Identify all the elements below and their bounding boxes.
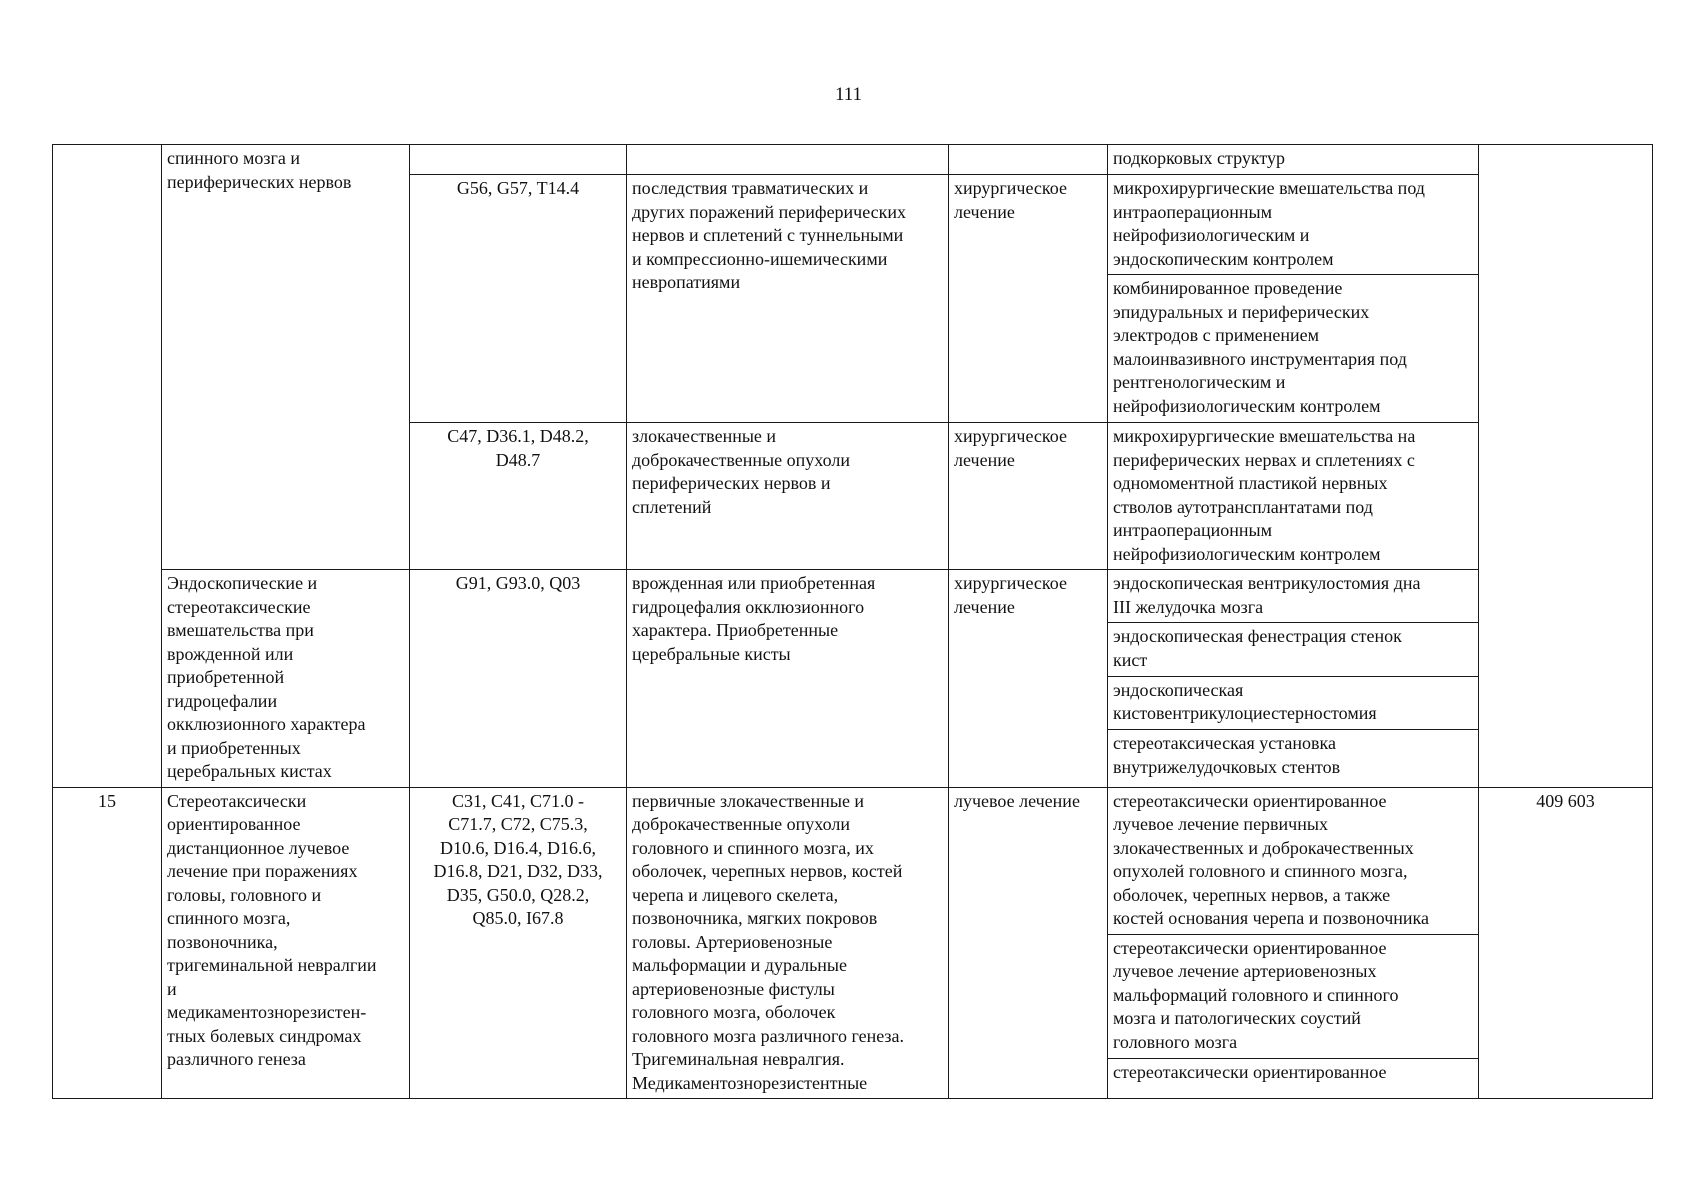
care-type-cell [162, 570, 410, 788]
method-text [1113, 177, 1473, 271]
text-line: периферических нервов [167, 171, 352, 192]
text-line: кист [1113, 649, 1148, 670]
method-cell [1108, 623, 1479, 676]
text-line: дистанционное лучевое [167, 837, 350, 858]
text-line: эндоскопическим контролем [1113, 248, 1334, 269]
text-line: периферических нервов и [632, 473, 831, 493]
text-line: последствия травматических и [632, 178, 869, 198]
text-line: C31, C41, C71.0 - [451, 790, 584, 811]
text-line: нейрофизиологическим контролем [1113, 543, 1381, 564]
method-text [1113, 732, 1473, 779]
method-cell [1108, 570, 1479, 623]
diagnosis-cell [627, 570, 949, 788]
text-line: III желудочка мозга [1113, 596, 1264, 617]
text-line: оболочек, черепных нервов, а также [1113, 884, 1391, 905]
row-number-cell [53, 787, 162, 1099]
text-line: черепа и лицевого скелета, [632, 884, 839, 905]
text-line: D16.8, D21, D32, D33, [433, 861, 603, 881]
text-line: стволов аутотрансплантатами под [1113, 496, 1373, 517]
text-line: опухолей головного и спинного мозга, [1113, 861, 1408, 881]
text-line: злокачественных и доброкачественных [1113, 837, 1414, 858]
method-cell [1108, 175, 1479, 275]
text-line: эндоскопическая [1113, 679, 1244, 700]
method-cell [1108, 676, 1479, 729]
text-line: эндоскопическая фенестрация стенок [1113, 626, 1402, 647]
diagnosis-text [632, 425, 943, 519]
text-line: Стереотаксически [167, 790, 307, 811]
text-line: позвоночника, мягких покровов [632, 908, 878, 928]
text-line: микрохирургические вмешательства на [1113, 426, 1416, 446]
text-line: головного и спинного мозга, их [632, 837, 874, 858]
codes-cell [410, 570, 627, 788]
text-line: стереотаксические [167, 596, 311, 617]
method-text [1113, 277, 1473, 418]
text-line: доброкачественные опухоли [632, 449, 850, 470]
text-line: стереотаксически ориентированное [1113, 937, 1387, 958]
text-line: гидроцефалии [167, 690, 278, 711]
text-line: D48.7 [495, 449, 541, 470]
text-line: врожденная или приобретенная [632, 573, 876, 593]
text-line: лечение [954, 201, 1015, 222]
diagnosis-cell [627, 787, 949, 1099]
method-text [1113, 425, 1473, 566]
text-line: невропатиями [632, 272, 741, 292]
text-line: нервов и сплетений с туннельными [632, 225, 904, 245]
text-line: стереотаксическая установка [1113, 733, 1336, 754]
text-line: костей основания черепа и позвоночника [1113, 908, 1429, 928]
text-line: головы, головного и [167, 884, 322, 905]
text-line: эндоскопическая вентрикулостомия дна [1113, 573, 1421, 593]
text-line: оболочек, черепных нервов, костей [632, 861, 903, 881]
text-line: спинного мозга, [167, 908, 291, 928]
text-line: ориентированное [167, 814, 301, 834]
codes-cell [410, 423, 627, 570]
text-line: лечение [954, 449, 1015, 470]
text-line: тных болевых синдромах [167, 1025, 362, 1046]
text-line: кистовентрикулоциестерностомия [1113, 703, 1377, 724]
diagnosis-text [632, 790, 943, 1096]
text-line: подкорковых структур [1113, 148, 1286, 168]
text-line: Медикаментознорезистентные [632, 1072, 868, 1093]
text-line: сплетений [632, 496, 712, 517]
method-cell [1108, 934, 1479, 1058]
text-line: внутрижелудочковых стентов [1113, 756, 1341, 777]
diagnosis-cell [627, 145, 949, 175]
page-number: 111 [834, 84, 863, 105]
text-line: нейрофизиологическим и [1113, 225, 1310, 245]
text-line: головного мозга, оболочек [632, 1002, 836, 1022]
text-line: головного мозга [1113, 1031, 1238, 1052]
care-type-cell [162, 145, 410, 570]
text-line: D10.6, D16.4, D16.6, [440, 837, 596, 858]
text-line: комбинированное проведение [1113, 278, 1343, 298]
codes-text [415, 572, 621, 596]
codes-text [415, 177, 621, 201]
text-line: лучевое лечение первичных [1113, 814, 1328, 834]
text-line: C71.7, C72, C75.3, [448, 814, 588, 834]
text-line: малоинвазивного инструментария под [1113, 348, 1407, 369]
text-line: хирургическое [954, 178, 1067, 198]
text-line: интраоперационным [1113, 201, 1272, 222]
text-line: Эндоскопические и [167, 573, 318, 593]
cost-cell [1479, 145, 1653, 788]
text-line: вмешательства при [167, 620, 314, 640]
codes-cell [410, 787, 627, 1099]
method-text [1113, 679, 1473, 726]
text-line: хирургическое [954, 573, 1067, 593]
method-cell [1108, 145, 1479, 175]
treatment-cell [949, 570, 1108, 788]
text-line: микрохирургические вмешательства под [1113, 178, 1425, 198]
text-line: тригеминальной невралгии [167, 955, 377, 975]
care-type-text [167, 147, 404, 194]
text-line: стереотаксически ориентированное [1113, 790, 1387, 811]
medical-care-table [52, 144, 1653, 1099]
treatment-text [954, 790, 1102, 814]
cost-value: 409 603 [1536, 790, 1595, 811]
text-line: и компрессионно-ишемическими [632, 248, 888, 269]
text-line: периферических нервах и сплетениях с [1113, 449, 1415, 470]
text-line: мальформаций головного и спинного [1113, 984, 1399, 1005]
method-text [1113, 625, 1473, 672]
care-type-text [167, 572, 404, 784]
row-number-cell [53, 145, 162, 788]
text-line: лечение [954, 596, 1015, 617]
text-line: Q85.0, I67.8 [472, 908, 564, 928]
care-type-cell [162, 787, 410, 1099]
text-line: различного генеза [167, 1049, 306, 1069]
text-line: C47, D36.1, D48.2, [447, 426, 589, 446]
method-cell [1108, 1058, 1479, 1098]
method-text [1113, 1061, 1473, 1085]
text-line: хирургическое [954, 426, 1067, 446]
treatment-cell [949, 145, 1108, 175]
treatment-cell [949, 787, 1108, 1099]
text-line: нейрофизиологическим контролем [1113, 395, 1381, 416]
text-line: окклюзионного характера [167, 714, 366, 734]
treatment-cell [949, 423, 1108, 570]
text-line: лечение при поражениях [167, 861, 358, 881]
text-line: спинного мозга и [167, 148, 300, 168]
text-line: позвоночника, [167, 931, 278, 952]
text-line: приобретенной [167, 667, 285, 687]
method-text [1113, 790, 1473, 931]
cost-cell [1479, 787, 1653, 1099]
diagnosis-text [632, 572, 943, 666]
codes-cell [410, 145, 627, 175]
codes-text [415, 425, 621, 472]
text-line: D35, G50.0, Q28.2, [446, 884, 590, 905]
text-line: интраоперационным [1113, 520, 1272, 540]
treatment-text [954, 572, 1102, 619]
text-line: и [167, 978, 177, 999]
text-line: других поражений периферических [632, 201, 907, 222]
text-line: головы. Артериовенозные [632, 931, 833, 952]
text-line: рентгенологическим и [1113, 372, 1286, 392]
text-line: лучевое лечение артериовенозных [1113, 961, 1377, 982]
text-line: стереотаксически ориентированное [1113, 1061, 1387, 1082]
text-line: врожденной или [167, 643, 294, 664]
method-text [1113, 937, 1473, 1055]
text-line: G56, G57, T14.4 [456, 178, 580, 198]
text-line: артериовенозные фистулы [632, 978, 835, 999]
table-row [53, 787, 1653, 934]
text-line: Тригеминальная невралгия. [632, 1049, 845, 1069]
method-text [1113, 572, 1473, 619]
treatment-cell [949, 175, 1108, 423]
text-line: мальформации и дуральные [632, 955, 847, 975]
method-cell [1108, 423, 1479, 570]
care-type-text [167, 790, 404, 1072]
text-line: медикаментознорезистен- [167, 1002, 367, 1022]
diagnosis-cell [627, 423, 949, 570]
text-line: характера. Приобретенные [632, 620, 839, 640]
text-line: G91, G93.0, Q03 [455, 573, 581, 593]
text-line: электродов с применением [1113, 325, 1320, 345]
text-line: мозга и патологических соустий [1113, 1008, 1361, 1029]
table-row [53, 570, 1653, 623]
diagnosis-text [632, 177, 943, 295]
text-line: гидроцефалия окклюзионного [632, 596, 865, 617]
text-line: злокачественные и [632, 426, 777, 446]
diagnosis-cell [627, 175, 949, 423]
treatment-text [954, 177, 1102, 224]
codes-text [415, 790, 621, 931]
text-line: церебральных кистах [167, 761, 332, 781]
method-cell [1108, 275, 1479, 423]
method-cell [1108, 787, 1479, 934]
method-text [1113, 147, 1473, 171]
text-line: головного мозга различного генеза. [632, 1025, 905, 1046]
text-line: лучевое лечение [954, 790, 1080, 811]
text-line: первичные злокачественные и [632, 790, 865, 811]
method-cell [1108, 730, 1479, 787]
text-line: доброкачественные опухоли [632, 814, 850, 834]
text-line: церебральные кисты [632, 643, 791, 664]
table-row [53, 145, 1653, 175]
codes-cell [410, 175, 627, 423]
text-line: эпидуральных и периферических [1113, 301, 1370, 322]
row-number: 15 [98, 790, 116, 811]
treatment-text [954, 425, 1102, 472]
text-line: и приобретенных [167, 737, 301, 758]
text-line: одномоментной пластикой нервных [1113, 473, 1388, 493]
